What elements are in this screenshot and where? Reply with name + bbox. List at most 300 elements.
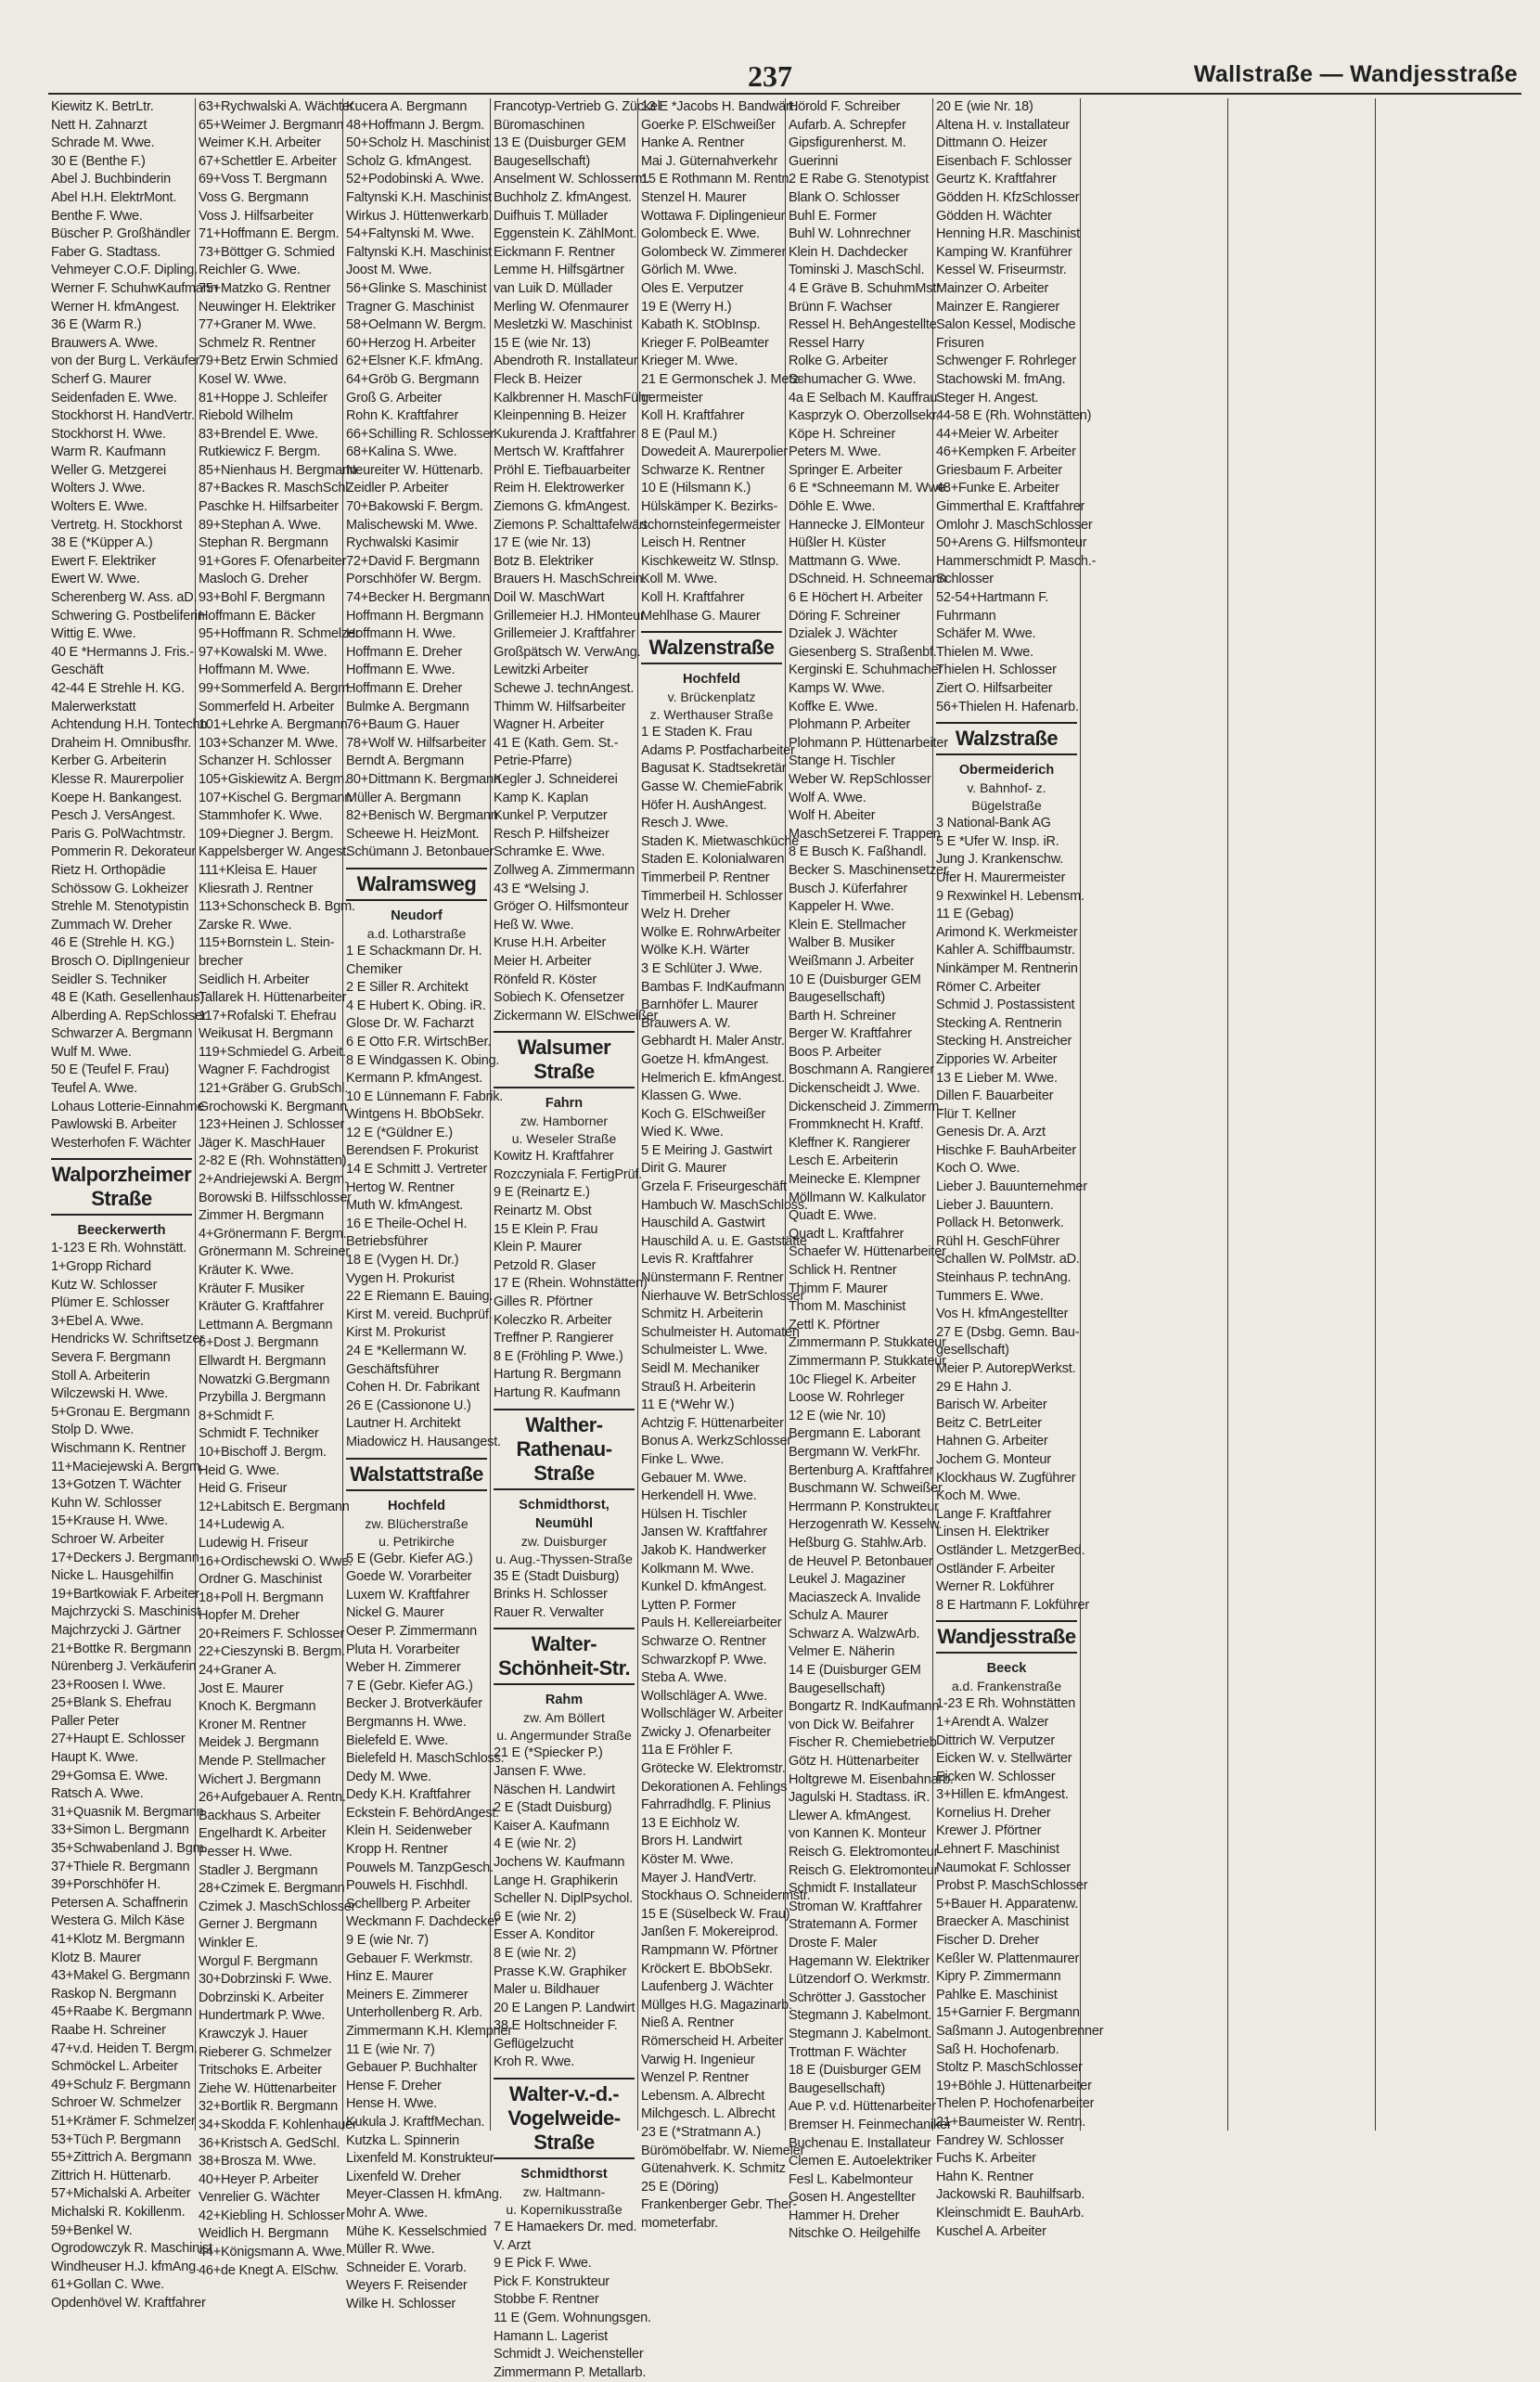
directory-entry: Porschhöfer W. Bergm. (346, 572, 481, 587)
directory-entry: Müllges H.G. Magazinarb. (641, 1997, 792, 2013)
directory-entry: Scherf G. Maurer (51, 371, 151, 387)
directory-entry: Masloch G. Dreher (199, 572, 309, 587)
directory-entry: 2-82 E (Rh. Wohnstätten) (199, 1153, 347, 1169)
directory-entry: 11+Maciejewski A. Bergm. (51, 1459, 204, 1474)
directory-entry: Mayer J. HandVertr. (641, 1870, 757, 1886)
directory-entry: 26+Aufgebauer A. Rentn. (199, 1790, 346, 1806)
directory-entry: Steger H. Angest. (936, 390, 1039, 406)
directory-entry: Nieß A. Rentner (641, 2015, 735, 2031)
directory-entry: Hammer H. Dreher (789, 2208, 900, 2223)
directory-entry: von Kannen K. Monteur (789, 1826, 927, 1842)
directory-entry: Abel J. Buchbinderin (51, 172, 171, 187)
directory-entry: Quadt L. Kraftfahrer (789, 1226, 905, 1242)
directory-entry: 21+Baumeister W. Rentn. (936, 2114, 1086, 2130)
directory-entry: Lieber J. Bauuntern. (936, 1197, 1054, 1213)
directory-entry: Koleczko R. Arbeiter (494, 1312, 612, 1328)
street-range: z. Werthauser Straße (649, 707, 774, 723)
directory-entry: Dedy K.H. Kraftfahrer (346, 1787, 471, 1803)
directory-entry: 5+Gronau E. Bergmann (51, 1404, 190, 1420)
directory-entry: Höfer H. AushAngest. (641, 797, 767, 813)
directory-entry: Weller G. Metzgerei (51, 462, 167, 478)
directory-entry: Saß H. Hochofenarb. (936, 2041, 1059, 2057)
directory-entry: Rönfeld R. Köster (494, 972, 597, 987)
directory-entry: Hoffmann H. Wwe. (346, 626, 456, 642)
directory-entry: Ziemons P. Schalttafelwärt (494, 517, 648, 533)
directory-entry: Stenzel H. Maurer (641, 189, 747, 205)
directory-entry: Neuwinger H. Elektriker (199, 299, 336, 315)
street-range: v. Brückenplatz (667, 689, 756, 705)
directory-entry: Näschen H. Landwirt (494, 1782, 615, 1797)
directory-entry: 13 E (Duisburger GEM (494, 135, 626, 151)
directory-entry: 24 E *Kellermann W. (346, 1344, 467, 1358)
directory-entry: Vygen H. Prokurist (346, 1270, 455, 1286)
directory-entry: Pröhl E. Tiefbauarbeiter (494, 462, 631, 478)
directory-entry: Ludewig H. Friseur (199, 1535, 309, 1551)
directory-entry: Rühl H. GeschFührer (936, 1233, 1060, 1249)
directory-entry: 1+Gropp Richard (51, 1259, 151, 1275)
directory-entry: Fuchs K. Arbeiter (936, 2151, 1036, 2167)
directory-entry: Kukurenda J. Kraftfahrer (494, 426, 636, 442)
directory-entry: 30+Dobrzinski F. Wwe. (199, 1972, 332, 1988)
directory-entry: 37+Thiele R. Bergmann (51, 1859, 190, 1874)
directory-entry: Geurtz K. Kraftfahrer (936, 172, 1057, 187)
directory-entry: Treffner P. Rangierer (494, 1331, 614, 1346)
directory-entry: Schulmeister L. Wwe. (641, 1343, 768, 1358)
directory-entry: Kahler A. Schiffbaumstr. (936, 943, 1075, 959)
directory-entry: Bergmann W. VerkFhr. (789, 1444, 920, 1460)
directory-entry: Faltynski K.H. Maschinist (346, 244, 492, 260)
directory-entry: Malerwerkstatt (51, 699, 136, 715)
directory-entry: Steinhaus P. technAng. (936, 1270, 1072, 1286)
directory-entry: gesellschaft) (936, 1343, 1009, 1358)
directory-entry: Wollschläger A. Wwe. (641, 1688, 767, 1704)
directory-entry: Hauschild A. Gastwirt (641, 1216, 765, 1231)
street-range: v. Bahnhof- z. Bügelstraße (967, 780, 1046, 814)
directory-entry: Wolters E. Wwe. (51, 499, 148, 515)
directory-entry: Bielefeld H. MaschSchloss. (346, 1751, 505, 1767)
directory-entry: Malischewski M. Wwe. (346, 517, 478, 533)
directory-entry: Zettl K. Pförtner (789, 1317, 880, 1333)
directory-entry: Altena H. v. Installateur (936, 117, 1070, 133)
directory-entry: Kräuter K. Wwe. (199, 1263, 294, 1278)
directory-entry: Hoffmann E. Dreher (346, 681, 463, 696)
directory-entry: Mai J. Güternahverkehr (641, 153, 778, 169)
directory-entry: Naumokat F. Schlosser (936, 1860, 1071, 1875)
directory-entry: 82+Benisch W. Bergmann (346, 808, 498, 824)
directory-entry: 13 E Eichholz W. (641, 1815, 740, 1831)
directory-entry: Koll M. Wwe. (641, 572, 718, 587)
directory-entry: 46+de Knegt A. ElSchw. (199, 2262, 339, 2278)
directory-entry: Luxem W. Kraftfahrer (346, 1587, 469, 1603)
directory-entry: 12 E (wie Nr. 10) (789, 1408, 886, 1423)
directory-entry: Krieger M. Wwe. (641, 354, 738, 369)
directory-entry: Kalkbrenner H. MaschFühr. (494, 390, 653, 406)
directory-entry: Bergmann E. Laborant (789, 1426, 920, 1442)
directory-entry: Kamp K. Kaplan (494, 790, 588, 805)
directory-entry: 19+Böhle J. Hüttenarbeiter (936, 2078, 1092, 2093)
directory-entry: Nünstermann F. Rentner (641, 1270, 784, 1286)
directory-entry: 29 E Hahn J. (936, 1379, 1012, 1395)
directory-entry: Boschmann A. Rangierer (789, 1062, 934, 1078)
directory-entry: Saßmann J. Autogenbrenner (936, 2024, 1104, 2039)
directory-entry: 6 E Otto F.R. WirtschBer. (346, 1034, 492, 1049)
directory-entry: Keßler W. Plattenmaurer (936, 1951, 1080, 1966)
street-heading: Walther-Rathenau-Straße (494, 1409, 635, 1490)
directory-entry: Grötecke W. Elektromstr. (641, 1761, 786, 1777)
directory-entry: Pahlke E. Maschinist (936, 1987, 1058, 2002)
directory-entry: 65+Weimer J. Bergmann (199, 117, 344, 133)
directory-entry: Krieger F. PolBeamter (641, 335, 769, 351)
directory-entry: 56+Thielen H. Hafenarb. (936, 699, 1079, 715)
directory-entry: 81+Hoppe J. Schleifer (199, 390, 327, 406)
directory-entry: Kleffner K. Rangierer (789, 1135, 910, 1151)
directory-entry: Römer C. Arbeiter (936, 979, 1041, 995)
directory-entry: Grochowski K. Bergmann (199, 1099, 347, 1114)
directory-entry: 66+Schilling R. Schlosser (346, 426, 494, 442)
street-heading: Walzenstraße (641, 631, 782, 664)
directory-entry: 34+Skodda F. Kohlenhauer (199, 2117, 357, 2132)
directory-entry: 13+Gotzen T. Wächter (51, 1477, 182, 1493)
directory-entry: 83+Brendel E. Wwe. (199, 426, 318, 442)
directory-entry: Nierhauve W. BetrSchlosser (641, 1288, 805, 1304)
directory-entry: Zickermann W. ElSchweißer (494, 1008, 659, 1024)
directory-entry: Mende P. Stellmacher (199, 1754, 326, 1770)
directory-entry: 6 E *Schneemann M. Wwe. (789, 481, 949, 496)
directory-entry: 10c Fliegel K. Arbeiter (789, 1371, 917, 1387)
directory-entry: Geflügelzucht (494, 2036, 574, 2052)
directory-entry: 8 E (Paul M.) (641, 426, 718, 442)
directory-entry: Hischke F. BauhArbeiter (936, 1142, 1076, 1158)
district-heading: Obermeiderich (958, 763, 1055, 779)
directory-entry: Grzela F. Friseurgeschäft (641, 1179, 787, 1195)
directory-entry: Westerhofen F. Wächter (51, 1135, 191, 1151)
directory-entry: Gebhardt H. Maler Anstr. (641, 1034, 785, 1049)
street-heading: Walporzheimer Straße (51, 1158, 192, 1216)
directory-entry: Kröckert E. BbObSekr. (641, 1961, 773, 1976)
directory-entry: Quadt E. Wwe. (789, 1208, 877, 1224)
directory-entry: 57+Michalski A. Arbeiter (51, 2186, 191, 2202)
directory-entry: 3+Hillen E. kfmAngest. (936, 1787, 1069, 1803)
directory-entry: Kruse H.H. Arbeiter (494, 935, 607, 951)
directory-entry: Stange H. Tischler (789, 753, 895, 769)
directory-entry: 17+Deckers J. Bergmann (51, 1550, 199, 1565)
directory-entry: Schwarzkopf P. Wwe. (641, 1652, 767, 1667)
directory-entry: Pouwels M. TanzpGesch. (346, 1860, 494, 1875)
directory-entry: Schlick H. Rentner (789, 1263, 897, 1278)
directory-entry: Windheuser H.J. kfmAng. (51, 2259, 199, 2274)
directory-entry: DSchneid. H. Schneemann (789, 572, 947, 587)
street-range: zw. Am Böllert (523, 1710, 605, 1726)
column-2 (196, 98, 360, 2278)
directory-entry: Pawlowski B. Arbeiter (51, 1117, 177, 1133)
directory-entry: 11 E (Gebag) (936, 907, 1014, 922)
directory-entry: 55+Zittrich A. Bergmann (51, 2150, 192, 2166)
directory-entry: Schmid J. Postassistent (936, 998, 1075, 1013)
directory-entry: Mainzer O. Arbeiter (936, 280, 1049, 296)
directory-entry: Kegler J. Schneiderei (494, 771, 618, 787)
directory-entry: 101+Lehrke A. Bergmann (199, 717, 348, 733)
directory-entry: Wirkus J. Hüttenwerkarb. (346, 208, 493, 224)
directory-entry: 14 E (Duisburger GEM (789, 1663, 921, 1679)
directory-entry: Kräuter F. Musiker (199, 1281, 305, 1296)
directory-entry: 1 E Schackmann Dr. H. (346, 943, 482, 959)
directory-entry: Zimmermann P. Metallarb. (494, 2364, 647, 2380)
column-6 (786, 98, 954, 2242)
directory-entry: Zummach W. Dreher (51, 917, 173, 933)
directory-entry: 10 E Lünnemann F. Fabrik. (346, 1088, 504, 1104)
directory-entry: Hülskämper K. Bezirks- (641, 499, 778, 515)
directory-entry: Herzogenrath W. Kesselw. (789, 1517, 943, 1533)
directory-entry: 72+David F. Bergmann (346, 553, 480, 569)
directory-entry: 74+Becker H. Bergmann (346, 590, 490, 606)
directory-entry: Lixenfeld M. Konstrukteur (346, 2151, 494, 2167)
column-8 (1081, 98, 1228, 2131)
directory-entry: Stobbe F. Rentner (494, 2292, 599, 2308)
directory-entry: 32+Bortlik R. Bergmann (199, 2099, 338, 2115)
directory-entry: Maciaszeck A. Invalide (789, 1590, 921, 1605)
directory-entry: Pesch J. VersAngest. (51, 808, 175, 824)
directory-entry: Schaefer W. Hüttenarbeiter (789, 1244, 946, 1260)
directory-entry: Hülsen H. Tischler (641, 1506, 748, 1522)
directory-entry: 60+Herzog H. Arbeiter (346, 335, 476, 351)
directory-entry: 18+Poll H. Bergmann (199, 1590, 324, 1605)
directory-entry: 19 E (Werry H.) (641, 299, 732, 315)
directory-entry: Jäger K. MaschHauer (199, 1135, 326, 1151)
directory-entry: Tominski J. MaschSchl. (789, 263, 925, 278)
directory-entry: Dekorationen A. Fehlings (641, 1779, 788, 1795)
directory-entry: Zwicky J. Ofenarbeiter (641, 1724, 771, 1740)
directory-entry: Knoch K. Bergmann (199, 1699, 316, 1715)
directory-entry: Ewert F. Elektriker (51, 553, 157, 569)
directory-entry: Gilles R. Pförtner (494, 1294, 593, 1310)
directory-entry: Zimmermann P. Stukkateur (789, 1353, 946, 1369)
directory-entry: Weikusat H. Bergmann (199, 1026, 333, 1042)
directory-entry: Schwarze O. Rentner (641, 1633, 766, 1649)
directory-entry: 70+Bakowski F. Bergm. (346, 499, 483, 515)
directory-entry: Buchholz Z. kfmAngest. (494, 189, 632, 205)
directory-entry: Wölke E. RohrwArbeiter (641, 924, 781, 940)
directory-entry: Schneider E. Vorarb. (346, 2260, 467, 2275)
directory-entry: Springer E. Arbeiter (789, 462, 903, 478)
directory-entry: Nickel G. Maurer (346, 1605, 444, 1621)
directory-entry: Kroh R. Wwe. (494, 2054, 575, 2070)
directory-entry: 58+Oelmann W. Bergm. (346, 317, 487, 333)
directory-entry: Schwarze K. Rentner (641, 462, 765, 478)
directory-entry: Meyer-Classen H. kfmAng. (346, 2187, 503, 2203)
directory-entry: Herkendell H. Wwe. (641, 1488, 757, 1504)
column-7 (933, 98, 1104, 2239)
directory-entry: Kucera A. Bergmann (346, 99, 468, 114)
directory-entry: Werner H. kfmAngest. (51, 299, 180, 315)
directory-entry: Dickenscheidt J. Wwe. (789, 1081, 920, 1097)
directory-entry: Welz H. Dreher (641, 907, 731, 922)
directory-entry: Brünn F. Wachser (789, 299, 892, 315)
directory-entry: 75+Matzko G. Rentner (199, 280, 331, 296)
directory-entry: 85+Nienhaus H. Bergmann (199, 462, 357, 478)
directory-entry: Bremser H. Feinmechaniker (789, 2117, 952, 2132)
directory-entry: 4 E Hubert K. Obing. iR. (346, 998, 486, 1013)
directory-entry: Becker S. Maschinensetzer (789, 862, 948, 878)
directory-entry: Buhl W. Lohnrechner (789, 226, 911, 242)
directory-entry: Wilke H. Schlosser (346, 2296, 456, 2311)
directory-entry: Ressel H. BehAngestellte (789, 317, 937, 333)
directory-entry: 50+Scholz H. Maschinist (346, 135, 490, 151)
directory-entry: Lesch E. Arbeiterin (789, 1153, 898, 1169)
directory-entry: Meier P. AutorepWerkst. (936, 1361, 1076, 1376)
directory-entry: Kiewitz K. BetrLtr. (51, 99, 154, 114)
running-head: Wallstraße — Wandjesstraße (1193, 61, 1518, 87)
directory-entry: 107+Kischel G. Bergmann (199, 790, 353, 805)
directory-entry: Bulmke A. Bergmann (346, 699, 469, 715)
directory-entry: 5 E (Gebr. Kiefer AG.) (346, 1551, 473, 1566)
directory-entry: Sobiech K. Ofensetzer (494, 990, 624, 1006)
street-range: zw. Duisburger (520, 1533, 608, 1549)
directory-entry: 51+Krämer F. Schmelzer (51, 2113, 196, 2129)
street-heading: Walsumer Straße (494, 1031, 635, 1088)
directory-entry: Kräuter G. Kraftfahrer (199, 1299, 325, 1315)
directory-entry: Omlohr J. MaschSchlosser (936, 517, 1093, 533)
directory-entry: 36 E (Warm R.) (51, 317, 142, 333)
directory-entry: Stratemann A. Former (789, 1917, 918, 1933)
directory-entry: Thimm F. Maurer (789, 1281, 888, 1296)
directory-entry: Klotz B. Maurer (51, 1950, 141, 1965)
directory-entry: Goede W. Vorarbeiter (346, 1569, 472, 1585)
directory-entry: Droste F. Maler (789, 1935, 878, 1951)
directory-entry: Guerinni (789, 153, 839, 169)
street-heading: Walter-Schönheit-Str. (494, 1628, 635, 1685)
directory-entry: Oeser P. Zimmermann (346, 1623, 477, 1639)
directory-entry: Staden K. Mietwaschküche (641, 833, 800, 849)
column-9 (1228, 98, 1376, 2131)
directory-entry: Seidler S. Techniker (51, 972, 167, 987)
directory-entry: Beitz C. BetrLeiter (936, 1415, 1042, 1431)
directory-entry: 14 E Schmitt J. Vertreter (346, 1162, 488, 1178)
directory-entry: 53+Tüch P. Bergmann (51, 2131, 181, 2147)
directory-entry: Bürömöbelfabr. W. Niemeier (641, 2143, 805, 2158)
directory-entry: Esser A. Konditor (494, 1927, 595, 1943)
directory-entry: Resch P. Hilfsheizer (494, 826, 610, 842)
directory-entry: Joost M. Wwe. (346, 263, 432, 278)
directory-entry: Pauls H. Kellereiarbeiter (641, 1616, 782, 1631)
directory-entry: Jochem G. Monteur (936, 1451, 1051, 1467)
directory-entry: Bergmanns H. Wwe. (346, 1714, 467, 1730)
directory-entry: Fleck B. Heizer (494, 371, 583, 387)
directory-entry: Tummers E. Wwe. (936, 1288, 1044, 1304)
directory-entry: Götz H. Hüttenarbeiter (789, 1754, 919, 1770)
directory-entry: Peters M. Wwe. (789, 444, 881, 460)
directory-entry: Stegmann J. Kabelmont. (789, 2026, 932, 2041)
directory-entry: schornsteinfegermeister (641, 517, 781, 533)
directory-entry: Großpätsch W. VerwAng. (494, 644, 641, 660)
directory-entry: Stoltz P. MaschSchlosser (936, 2060, 1083, 2076)
directory-entry: Thelen P. Hochofenarbeiter (936, 2096, 1095, 2112)
street-heading: Walzstraße (936, 722, 1077, 755)
directory-entry: Lewitzki Arbeiter (494, 663, 589, 678)
directory-entry: 48 E (Kath. Gesellenhaus) (51, 990, 205, 1006)
directory-entry: de Heuvel P. Betonbauer (789, 1553, 933, 1569)
directory-entry: Schwering G. Postbeliferin (51, 608, 205, 624)
directory-entry: Engelhardt K. Arbeiter (199, 1826, 327, 1842)
directory-entry: Clemen E. Autoelektriker (789, 2154, 932, 2170)
directory-entry: 87+Backes R. MaschSchl. (199, 481, 353, 496)
directory-entry: 15+Krause H. Wwe. (51, 1513, 168, 1529)
directory-entry: Eicken W. v. Stellwärter (936, 1751, 1072, 1767)
directory-entry: 10+Bischoff J. Bergm. (199, 1444, 327, 1460)
directory-entry: Schmelz R. Rentner (199, 335, 316, 351)
directory-entry: Schrötter J. Gasstocher (789, 1989, 926, 2005)
directory-entry: 8 E (wie Nr. 2) (494, 1945, 576, 1961)
directory-entry: Köpe H. Schreiner (789, 426, 896, 442)
directory-entry: Staden E. Kolonialwaren (641, 852, 785, 868)
directory-entry: Gasse W. ChemieFabrik (641, 779, 783, 794)
directory-entry: Reim H. Elektrowerker (494, 481, 624, 496)
directory-entry: 121+Gräber G. GrubSchl. (199, 1081, 349, 1097)
directory-entry: Geschäft (51, 663, 104, 678)
directory-entry: Ellwardt H. Bergmann (199, 1353, 327, 1369)
directory-entry: Probst P. MaschSchlosser (936, 1878, 1088, 1894)
directory-entry: Brauwers A. W. (641, 1015, 731, 1031)
directory-entry: Busch J. Küferfahrer (789, 881, 908, 896)
directory-entry: Zarske R. Wwe. (199, 917, 292, 933)
directory-entry: Möllmann W. Kalkulator (789, 1190, 926, 1205)
directory-entry: Rozczyniala F. FertigPrüf. (494, 1166, 642, 1182)
directory-entry: Wagner F. Fachdrogist (199, 1062, 330, 1078)
directory-entry: 21 E Germonschek J. Metz- (641, 371, 803, 387)
directory-entry: 54+Faltynski M. Wwe. (346, 226, 475, 242)
directory-entry: Klein P. Maurer (494, 1240, 583, 1255)
directory-entry: Hoffmann E. Wwe. (346, 663, 456, 678)
directory-entry: Warm R. Kaufmann (51, 444, 166, 460)
directory-entry: Scholz G. kfmAngest. (346, 153, 472, 169)
directory-entry: Gebauer M. Wwe. (641, 1470, 747, 1486)
directory-entry: Betriebsführer (346, 1234, 429, 1250)
directory-entry: Koll H. Kraftfahrer (641, 590, 745, 606)
directory-entry: Kaiser A. Kaufmann (494, 1818, 610, 1834)
directory-entry: Eicken W. Schlosser (936, 1769, 1056, 1784)
directory-entry: Milchgesch. L. Albrecht (641, 2106, 776, 2122)
directory-entry: Stecking A. Rentnerin (936, 1015, 1062, 1031)
directory-entry: 48+Funke E. Arbeiter (936, 481, 1059, 496)
directory-entry: Nicke L. Hausgehilfin (51, 1568, 174, 1584)
directory-entry: Ewert W. Wwe. (51, 572, 140, 587)
directory-entry: Lieber J. Bauunternehmer (936, 1179, 1087, 1195)
directory-entry: germeister (641, 390, 703, 406)
directory-entry: Blank O. Schlosser (789, 189, 900, 205)
directory-entry: Paller Peter (51, 1713, 120, 1729)
directory-columns (48, 98, 1523, 2380)
directory-entry: 95+Hoffmann R. Schmelzer (199, 626, 360, 642)
directory-entry: Hinz E. Maurer (346, 1969, 433, 1985)
directory-entry: Schroer W. Schmelzer (51, 2095, 182, 2111)
directory-entry: Zittrich H. Hüttenarb. (51, 2168, 172, 2183)
directory-entry: 52+Podobinski A. Wwe. (346, 172, 484, 187)
directory-entry: Kamping W. Kranführer (936, 244, 1072, 260)
directory-entry: MaschSetzerei F. Trappen (789, 826, 941, 842)
directory-entry: 61+Gollan C. Wwe. (51, 2277, 164, 2293)
directory-entry: Mühe K. Kesselschmied (346, 2223, 487, 2239)
directory-entry: Frankenberger Gebr. Ther- (641, 2197, 798, 2213)
directory-entry: 17 E (wie Nr. 13) (494, 535, 591, 551)
directory-entry: Schroer W. Arbeiter (51, 1531, 164, 1547)
directory-entry: Gödden H. KfzSchlosser (936, 189, 1080, 205)
directory-entry: 15 E (Süselbeck W. Frau) (641, 1906, 790, 1922)
directory-entry: Krewer J. Pförtner (936, 1823, 1042, 1839)
directory-entry: Lohaus Lotterie-Einnahme (51, 1099, 205, 1114)
directory-entry: Kischkeweitz W. Stlnsp. (641, 553, 779, 569)
directory-entry: 41+Klotz M. Bergmann (51, 1932, 185, 1947)
directory-entry: Dzialek J. Wächter (789, 626, 898, 642)
directory-entry: Lemme H. Hilfsgärtner (494, 263, 624, 278)
